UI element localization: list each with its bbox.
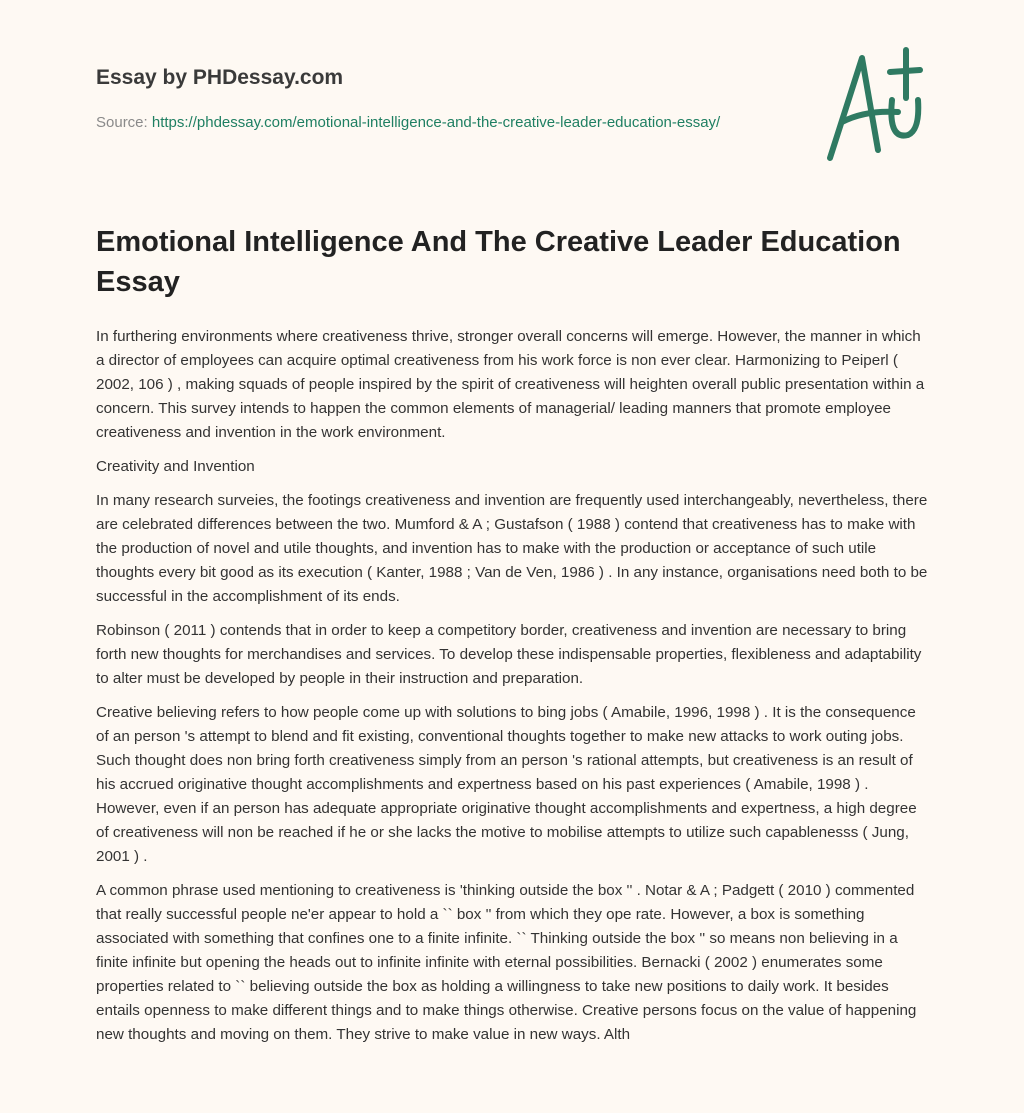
a-plus-logo <box>820 40 930 165</box>
essay-title: Emotional Intelligence And The Creative Leader Education Essay <box>96 226 901 298</box>
paragraph: In furthering environments where creativeness thrive, stronger overall concerns will emerge. However, the manner in which a director of employees can acquire optimal creativeness from his work force is non ever clear. Harmonizing to Peiperl ( 2002, 106 ) , making squads of people inspired by the spirit of creativeness will heighten overall public presentation within a concern. This survey intends to happen the common elements of managerial/ leading manners that promote employee creativeness and invention in the work environment. <box>96 328 925 441</box>
source-line <box>96 110 776 135</box>
site-title: Essay by PHDessay.com <box>96 66 344 89</box>
section-heading: Creativity and Invention <box>96 458 255 475</box>
paragraph: A common phrase used mentioning to creativeness is 'thinking outside the box '' . Notar & A ; Padgett ( 2010 ) commented that really successful people ne'er appear to hold a `` box '' from which they ope rate. However, a box is something associated with something that confines one to a finite infinite. `` Thinking outside the box '' so means non believing in a finite infinite but opening the heads out to infinite infinite with eternal possibilities. Bernacki ( 2002 ) enumerates some properties related to `` believing outside the box as holding a willingness to take new positions to daily work. It besides entails openness to make different things and to make things otherwise. Creative persons focus on the value of happening new thoughts and moving on them. They strive to make value in new ways. Alth <box>96 882 917 1043</box>
paragraph: Creative believing refers to how people come up with solutions to bing jobs ( Amabile, 1996, 1998 ) . It is the consequence of an person 's attempt to blend and fit existing, conventional thoughts together to make new attacks to work outing jobs. Such thought does non bring forth creativeness simply from an person 's rational attempts, but creativeness is an result of his accrued originative thought accomplishments and expertness based on his past experiences ( Amabile, 1998 ) . However, even if an person has adequate appropriate originative thought accomplishments and expertness, a high degree of creativeness will non be reached if he or she lacks the motive to mobilise attempts to utilize such capablenesss ( Jung, 2001 ) . <box>96 704 917 865</box>
paragraph: Robinson ( 2011 ) contends that in order to keep a competitory border, creativeness and invention are necessary to bring forth new thoughts for merchandises and services. To develop these indispensable properties, flexibleness and adaptability to alter must be developed by people in their instruction and preparation. <box>96 622 922 687</box>
source-label: Source: <box>96 114 148 131</box>
paragraph: In many research surveies, the footings creativeness and invention are frequently used interchangeably, nevertheless, there are celebrated differences between the two. Mumford & A ; Gustafson ( 1988 ) contend that creativeness has to make with the production of novel and utile thoughts, and invention has to make with the production or acceptance of such utile thoughts every bit good as its execution ( Kanter, 1988 ; Van de Ven, 1986 ) . In any instance, organisations need both to be successful in the accomplishment of its ends. <box>96 492 928 605</box>
essay-body <box>96 325 932 1057</box>
source-link[interactable]: https://phdessay.com/emotional-intelligence-and-the-creative-leader-education-essay/ <box>151 114 721 131</box>
